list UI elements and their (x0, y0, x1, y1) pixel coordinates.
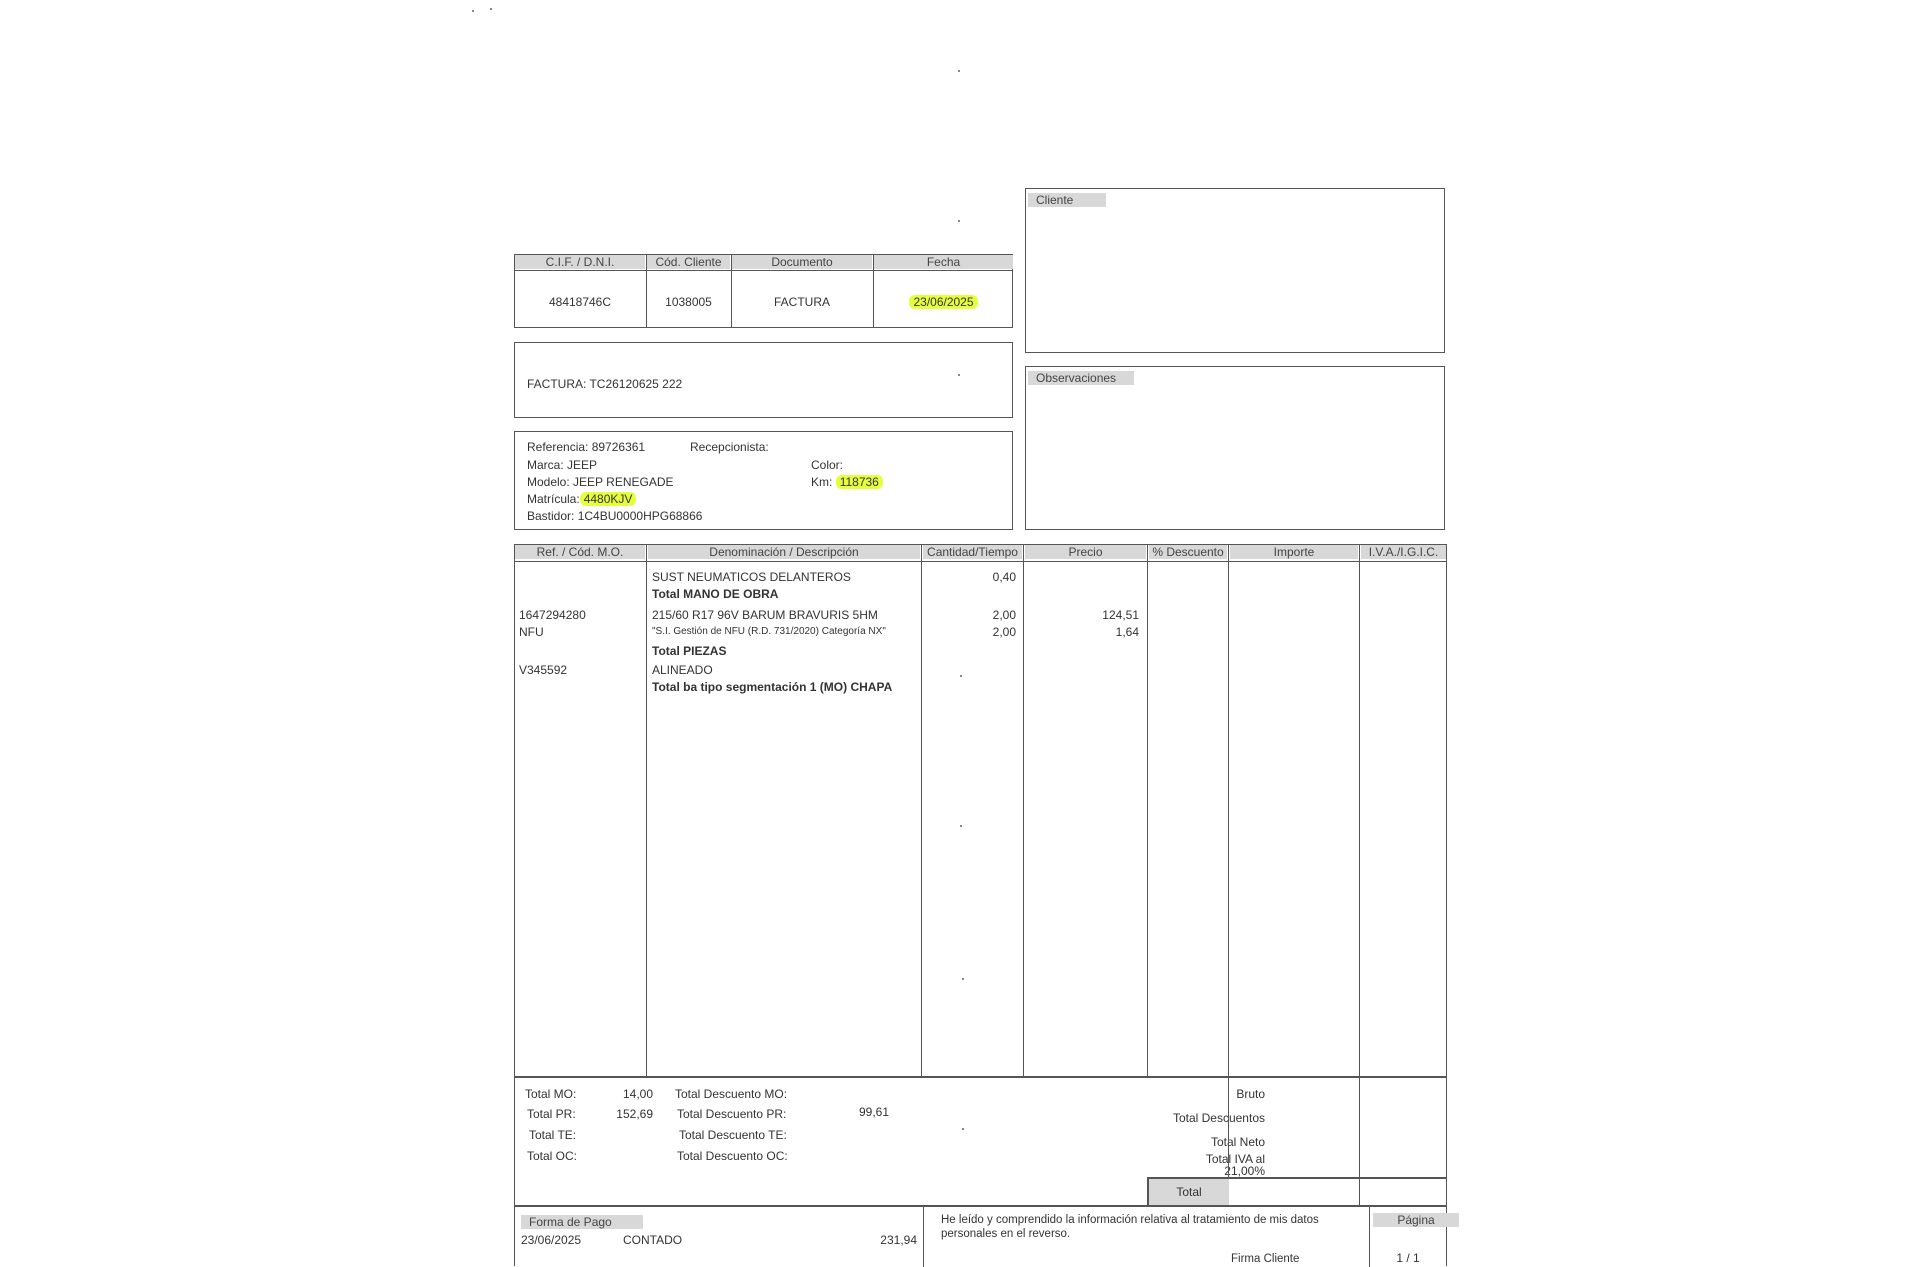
cliente-box (1025, 188, 1445, 353)
divider (1147, 545, 1148, 1077)
referencia: Referencia: 89726361 (527, 440, 646, 454)
divider (923, 1207, 924, 1267)
recepcionista: Recepcionista: (690, 440, 769, 454)
pagina-value: 1 / 1 (1396, 1251, 1420, 1265)
scan-speck (490, 8, 492, 10)
observaciones-label: Observaciones (1028, 371, 1134, 385)
totals-box (514, 1076, 1447, 1206)
footer-box (514, 1206, 1447, 1266)
total-row (1147, 1177, 1446, 1205)
total-mo-label: Total MO: (525, 1087, 577, 1101)
item-desc: Total ba tipo segmentación 1 (MO) CHAPA (652, 680, 893, 694)
fecha-value: 23/06/2025 (874, 295, 1013, 309)
divider (1359, 545, 1360, 1077)
items-col-discount: % Descuento (1149, 545, 1227, 559)
divider (1023, 545, 1024, 1077)
item-desc: Total MANO DE OBRA (652, 587, 779, 601)
total-pr-label: Total PR: (527, 1107, 576, 1121)
total-neto-label: Total Neto (1210, 1135, 1265, 1149)
total-iva-label: Total IVA al 21,00% (1205, 1152, 1265, 1178)
item-ref: V345592 (519, 663, 568, 677)
item-price: 124,51 (1102, 608, 1139, 622)
item-ref: 1647294280 (519, 608, 586, 622)
km-value: 118736 (836, 475, 883, 489)
header-table (514, 254, 1013, 328)
items-col-ref: Ref. / Cód. M.O. (515, 545, 645, 559)
total-label: Total (1147, 1179, 1229, 1205)
divider (515, 270, 1012, 271)
documento-value: FACTURA (773, 295, 830, 309)
firma-cliente-label: Firma Cliente (1231, 1253, 1300, 1265)
item-desc: SUST NEUMATICOS DELANTEROS (652, 570, 851, 584)
cif-value: 48418746C (548, 295, 612, 309)
item-ref: NFU (519, 625, 544, 639)
cliente-code-value: 1038005 (665, 295, 712, 309)
total-oc-label: Total OC: (527, 1149, 578, 1163)
items-table (514, 544, 1447, 1078)
header-col-documento: Documento (732, 255, 872, 269)
modelo: Modelo: JEEP RENEGADE (527, 475, 674, 489)
total-descuentos-label: Total Descuentos (1172, 1111, 1265, 1125)
item-desc: 215/60 R17 96V BARUM BRAVURIS 5HM (652, 608, 878, 622)
item-desc: Total PIEZAS (652, 644, 727, 658)
desc-oc-label: Total Descuento OC: (677, 1149, 788, 1163)
color: Color: (811, 458, 844, 472)
divider (646, 255, 647, 327)
items-col-desc: Denominación / Descripción (648, 545, 920, 559)
item-qty: 0,40 (992, 570, 1016, 584)
desc-mo-label: Total Descuento MO: (675, 1087, 788, 1101)
matricula-value: 4480KJV (580, 492, 637, 506)
item-qty: 2,00 (992, 625, 1016, 639)
scan-speck (958, 70, 960, 72)
items-col-price: Precio (1025, 545, 1146, 559)
divider (921, 545, 922, 1077)
items-col-qty: Cantidad/Tiempo (923, 545, 1022, 559)
factura-number: FACTURA: TC26120625 222 (527, 377, 683, 391)
desc-te-label: Total Descuento TE: (679, 1128, 787, 1142)
cliente-label: Cliente (1028, 193, 1106, 207)
scan-speck (472, 10, 474, 12)
desc-pr-value: 99,61 (858, 1105, 889, 1119)
desc-pr-label: Total Descuento PR: (677, 1107, 787, 1121)
matricula (527, 492, 636, 506)
marca: Marca: JEEP (527, 458, 598, 472)
scan-speck (958, 220, 960, 222)
total-te-label: Total TE: (529, 1128, 577, 1142)
privacy-notice: He leído y comprendido la información relativa al tratamiento de mis datos personales en el reverso. (941, 1214, 1319, 1240)
item-qty: 2,00 (992, 608, 1016, 622)
pago-fecha: 23/06/2025 (521, 1233, 582, 1247)
pagina-label: Página (1373, 1213, 1459, 1227)
divider (515, 561, 1446, 562)
items-col-iva: I.V.A./I.G.I.C. (1361, 545, 1446, 559)
factura-box (514, 342, 1013, 418)
items-col-importe: Importe (1230, 545, 1358, 559)
divider (1228, 545, 1229, 1077)
bastidor: Bastidor: 1C4BU0000HPG68866 (527, 509, 703, 523)
total-mo-value: 14,00 (622, 1087, 653, 1101)
bruto-label: Bruto (1236, 1087, 1265, 1101)
header-col-fecha: Fecha (874, 255, 1013, 269)
vehicle-box (514, 431, 1013, 530)
item-desc: "S.I. Gestión de NFU (R.D. 731/2020) Categoría NX" (652, 626, 886, 637)
km (811, 475, 883, 489)
divider (731, 255, 732, 327)
observaciones-box (1025, 366, 1445, 530)
divider (873, 255, 874, 327)
header-col-cif: C.I.F. / D.N.I. (515, 255, 645, 269)
matricula-label: Matrícula: (527, 492, 580, 506)
pago-metodo: CONTADO (623, 1233, 683, 1247)
pago-importe: 231,94 (880, 1233, 917, 1247)
header-col-cliente: Cód. Cliente (647, 255, 730, 269)
item-desc: ALINEADO (652, 663, 713, 677)
divider (1369, 1207, 1370, 1267)
km-label: Km: (811, 475, 833, 489)
item-price: 1,64 (1115, 625, 1139, 639)
divider (646, 545, 647, 1077)
total-pr-value: 152,69 (616, 1107, 653, 1121)
forma-pago-label: Forma de Pago (521, 1215, 643, 1229)
